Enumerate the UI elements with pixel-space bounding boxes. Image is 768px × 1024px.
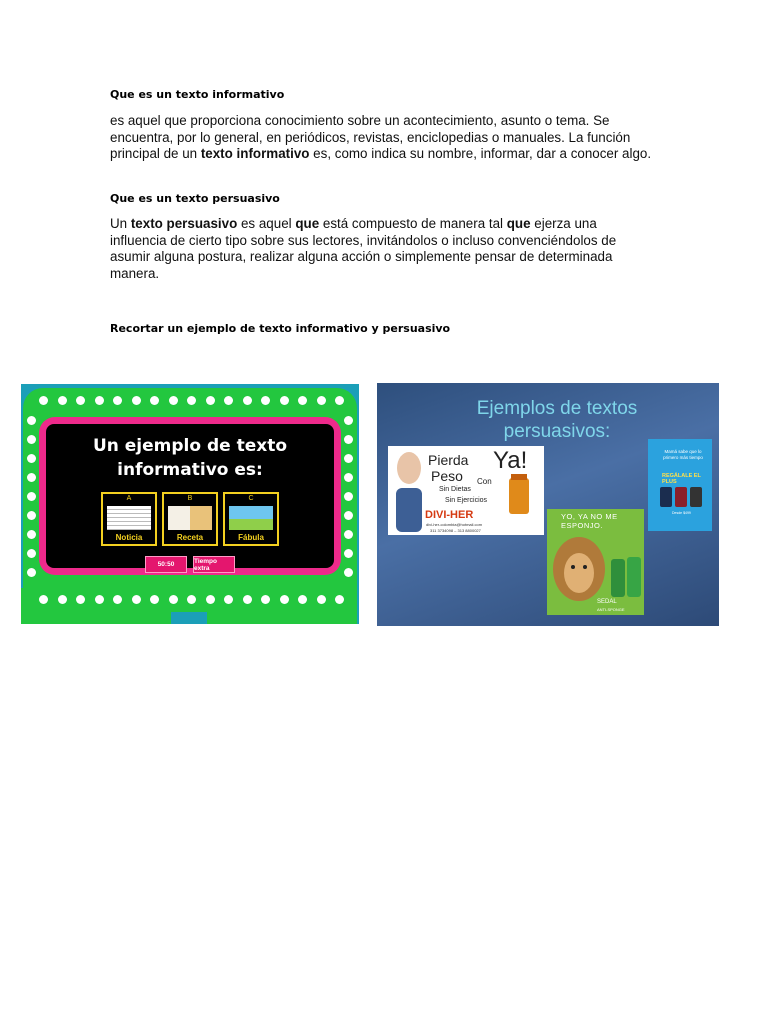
ad1-pierda: Pierda bbox=[428, 452, 469, 468]
bulb-icon bbox=[261, 595, 270, 604]
button-tiempo-extra: Tiempo extra bbox=[193, 556, 235, 573]
bulb-icon bbox=[95, 595, 104, 604]
bulb-icon bbox=[344, 435, 353, 444]
bulb-icon bbox=[344, 530, 353, 539]
bulb-icon bbox=[27, 454, 36, 463]
ad1-con: Con bbox=[477, 477, 492, 486]
bulb-icon bbox=[76, 396, 85, 405]
ad1-sin-dietas: Sin Dietas bbox=[439, 486, 471, 493]
bulb-icon bbox=[187, 595, 196, 604]
bulb-icon bbox=[344, 549, 353, 558]
option-noticia bbox=[101, 492, 157, 546]
option-receta bbox=[162, 492, 218, 546]
bulb-icon bbox=[27, 568, 36, 577]
bulb-icon bbox=[243, 595, 252, 604]
bulb-icon bbox=[206, 595, 215, 604]
ad1-email: divi-her-colombia@hotmail.com bbox=[426, 522, 483, 527]
heading-texto-persuasivo: Que es un texto persuasivo bbox=[110, 192, 280, 205]
frame-leg-left bbox=[21, 588, 171, 624]
bulb-icon bbox=[344, 511, 353, 520]
bulb-icon bbox=[132, 595, 141, 604]
ad-pierda-peso bbox=[388, 446, 544, 535]
paragraph-texto-persuasivo: Un texto persuasivo es aquel que está compuesto de manera tal que ejerza una influencia de cierto tipo sobre sus lectores, invitándolos o incluso convenciéndolos de asumir alguna postura, realizar alguna acción o simplemente pensar de determinada manera. bbox=[110, 216, 617, 281]
bulb-icon bbox=[27, 530, 36, 539]
ad2-brand: SEDAL bbox=[597, 599, 617, 605]
option-letter: B bbox=[187, 495, 193, 502]
bulb-icon bbox=[280, 595, 289, 604]
phones-icon bbox=[658, 485, 704, 509]
heading-texto-informativo: Que es un texto informativo bbox=[110, 88, 285, 101]
option-fabula bbox=[223, 492, 279, 546]
bulb-icon bbox=[113, 595, 122, 604]
ad1-peso: Peso bbox=[431, 468, 463, 484]
bulb-icon bbox=[95, 396, 104, 405]
bulb-icon bbox=[335, 396, 344, 405]
bulb-icon bbox=[27, 416, 36, 425]
bulb-icon bbox=[27, 492, 36, 501]
bulb-icon bbox=[187, 396, 196, 405]
bulb-icon bbox=[76, 595, 85, 604]
button-50-50: 50:50 bbox=[145, 556, 187, 573]
bulb-icon bbox=[27, 549, 36, 558]
bulb-icon bbox=[224, 595, 233, 604]
option-label: Fábula bbox=[238, 533, 264, 542]
persuasivo-title: Ejemplos de textos persuasivos: bbox=[476, 398, 638, 442]
bulb-icon bbox=[27, 435, 36, 444]
bulb-icon bbox=[206, 396, 215, 405]
image-ejemplo-persuasivo bbox=[377, 383, 719, 626]
option-letter: C bbox=[248, 495, 254, 502]
bulb-icon bbox=[280, 396, 289, 405]
ad-celulares bbox=[648, 439, 712, 531]
ad3-price: Desde $499 bbox=[672, 511, 691, 515]
bulb-icon bbox=[298, 396, 307, 405]
supplement-bottle-icon bbox=[506, 474, 532, 516]
bulb-icon bbox=[344, 416, 353, 425]
bulb-icon bbox=[261, 396, 270, 405]
bulb-icon bbox=[317, 396, 326, 405]
newspaper-icon bbox=[107, 506, 151, 530]
bulb-icon bbox=[169, 595, 178, 604]
paragraph-texto-informativo: es aquel que proporciona conocimiento sobre un acontecimiento, asunto o tema. Se encuentra, por lo general, en periódicos, revistas, enciclopedias o manuales. La función principal de un texto informativo es, como indica su nombre, informar, dar a conocer algo. bbox=[110, 113, 652, 162]
bulb-icon bbox=[58, 396, 67, 405]
ad3-text: Mamá sabe que lo primero más tiempo bbox=[663, 449, 703, 460]
ad1-sin-ejercicios: Sin Ejercicios bbox=[445, 497, 488, 504]
option-letter: A bbox=[126, 495, 132, 502]
bulb-icon bbox=[27, 511, 36, 520]
bulb-icon bbox=[39, 595, 48, 604]
ad1-brand: DIVI-HER bbox=[425, 509, 474, 521]
bulb-icon bbox=[39, 396, 48, 405]
bulb-icon bbox=[344, 492, 353, 501]
bulb-icon bbox=[344, 568, 353, 577]
bulb-icon bbox=[150, 396, 159, 405]
ad-sedal bbox=[547, 509, 644, 615]
image-ejemplo-informativo bbox=[21, 384, 359, 624]
ad3-headline: REGÁLALE EL PLUS bbox=[662, 473, 701, 485]
recipe-icon bbox=[168, 506, 212, 530]
bulb-icon bbox=[344, 454, 353, 463]
heading-recortar-ejemplo: Recortar un ejemplo de texto informativo y persuasivo bbox=[110, 322, 451, 335]
bulb-icon bbox=[58, 595, 67, 604]
ad1-phone: 311 3734098 – 313 8800027 bbox=[430, 528, 481, 533]
bulb-icon bbox=[224, 396, 233, 405]
woman-silhouette-icon bbox=[390, 448, 428, 533]
ad1-ya: Ya! bbox=[493, 447, 528, 474]
bulb-icon bbox=[132, 396, 141, 405]
bulb-icon bbox=[113, 396, 122, 405]
bulb-icon bbox=[344, 473, 353, 482]
fable-icon bbox=[229, 506, 273, 530]
option-label: Noticia bbox=[115, 533, 143, 542]
frame-leg-right bbox=[207, 588, 357, 624]
option-label: Receta bbox=[176, 533, 204, 542]
shampoo-bottles-icon bbox=[609, 555, 643, 599]
informativo-title: Un ejemplo de texto informativo es: bbox=[92, 436, 288, 480]
ad2-product: ANTI-SPONGE bbox=[597, 607, 625, 612]
bulb-icon bbox=[150, 595, 159, 604]
bulb-icon bbox=[335, 595, 344, 604]
bulb-icon bbox=[298, 595, 307, 604]
bulb-icon bbox=[243, 396, 252, 405]
bulb-icon bbox=[27, 473, 36, 482]
bulb-icon bbox=[317, 595, 326, 604]
ad2-slogan: YO, YA NO ME ESPONJO. bbox=[561, 512, 618, 530]
bulb-icon bbox=[169, 396, 178, 405]
